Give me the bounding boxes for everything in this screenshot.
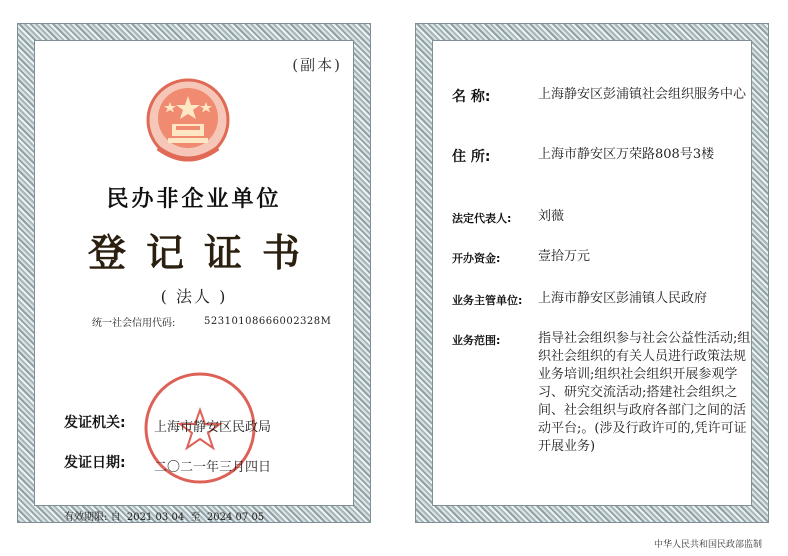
scope-value: 指导社会组织参与社会公益性活动;组织社会组织的有关人员进行政策法规业务培训;组织社会组织开展参观学习、研究交流活动;搭建社会组织之间、社会组织与政府各部门之间的活动平台;。(涉及行政许可的,凭许可证开展业务) [538, 331, 751, 454]
issuer-label: 发证机关: [64, 415, 126, 431]
legal-person-label: ( 法人 ) [160, 287, 228, 306]
address-value: 上海市静安区万荣路808号3楼 [538, 147, 715, 162]
name-value: 上海静安区彭浦镇社会组织服务中心 [538, 87, 747, 102]
name-label: 名 称: [452, 89, 491, 105]
supervisor-footer: 中华人民共和国民政部监制 [653, 540, 762, 550]
authority-label: 业务主管单位: [452, 294, 523, 307]
legal-rep-value: 刘薇 [538, 209, 565, 224]
address-label: 住 所: [452, 149, 491, 165]
authority-value: 上海市静安区彭浦镇人民政府 [538, 291, 708, 306]
validity-to: 至 [190, 512, 201, 523]
national-emblem-icon [144, 78, 232, 170]
issue-date-label: 发证日期: [64, 455, 126, 471]
validity-start: 2021 03 04 [126, 512, 185, 523]
validity-end: 2024 07 05 [206, 512, 265, 523]
credit-code-label: 统一社会信用代码: [92, 318, 176, 329]
certificate-front-page [8, 14, 380, 532]
capital-label: 开办资金: [452, 252, 501, 265]
copy-label: (副本) [292, 56, 342, 74]
validity-period [64, 508, 264, 523]
certificate-title: 登记证书 [87, 231, 320, 275]
validity-from: 自 [110, 512, 121, 523]
issuer-value: 上海市静安区民政局 [154, 420, 272, 435]
scope-label: 业务范围: [452, 334, 501, 347]
credit-code-value: 52310108666002328M [204, 316, 332, 327]
capital-value: 壹拾万元 [538, 249, 591, 264]
legal-rep-label: 法定代表人: [452, 212, 512, 225]
issue-date-value: 二〇二一年三月四日 [154, 460, 272, 475]
certificate-subtitle: 民办非企业单位 [106, 187, 282, 212]
validity-label: 有效期限: [64, 512, 108, 523]
certificate-back-page [406, 14, 778, 532]
